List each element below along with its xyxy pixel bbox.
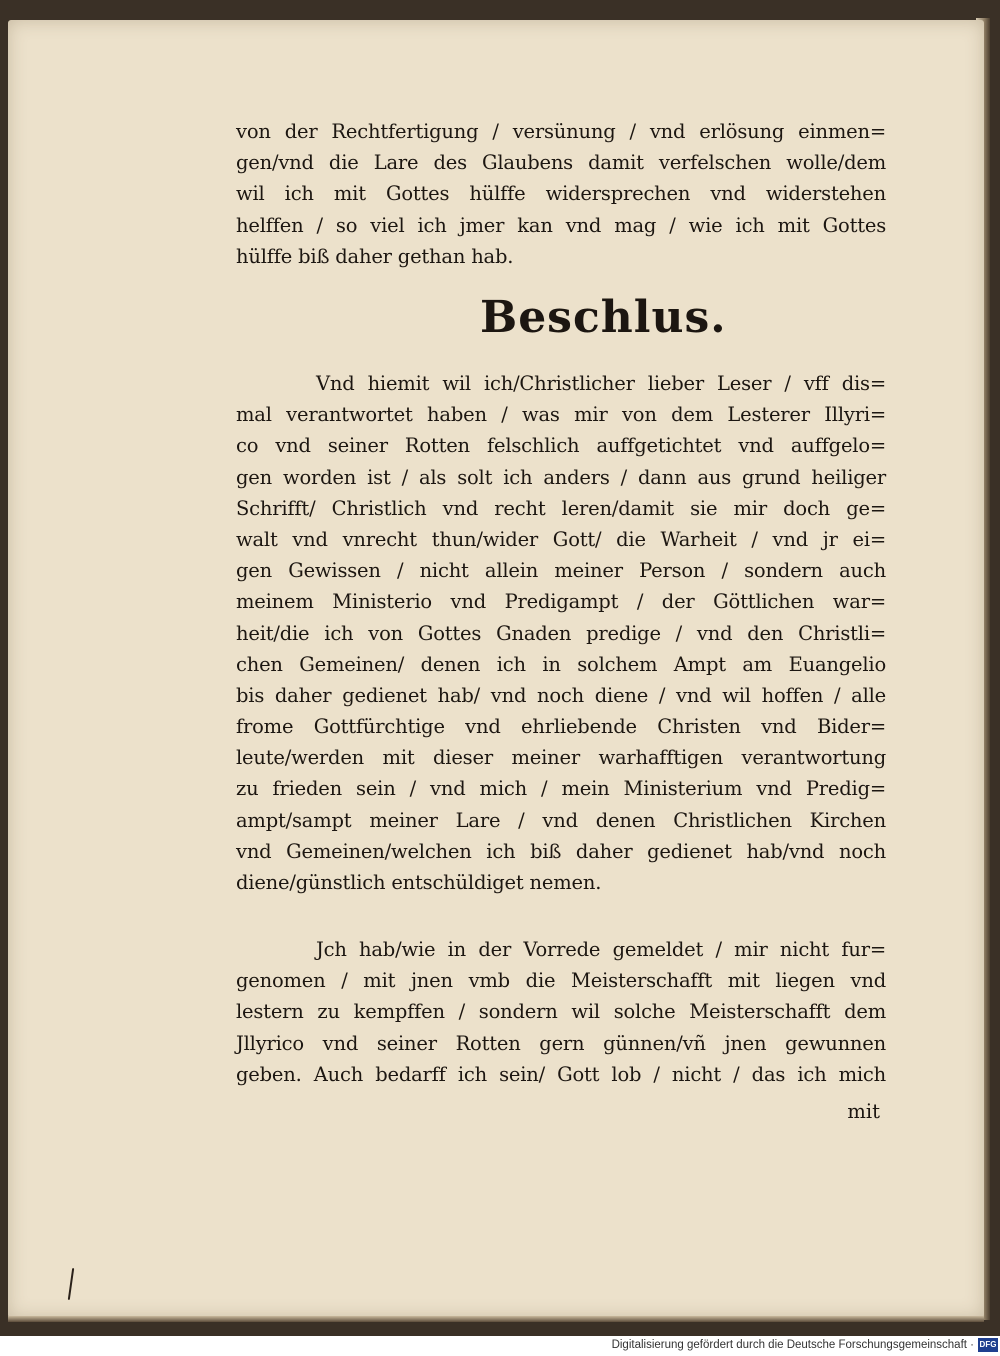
text-line: geben. Auch bedarff ich sein/ Gott lob / nicht / das ich mich [236,1062,886,1086]
text-line: meinem Ministerio vnd Predigampt / der Göttlichen war= [236,590,886,614]
text-line: lestern zu kempffen / sondern wil solche Meisterschafft dem [236,1000,886,1024]
text-line: bis daher gedienet hab/ vnd noch diene / vnd wil hoffen / alle [236,683,886,707]
text-line: mal verantwortet haben / was mir von dem Lesterer Illyri= [236,403,886,427]
text-line: diene/günstlich entschüldiget nemen. [236,871,602,894]
text-line: Vnd hiemit wil ich/Christlicher lieber Leser / vff dis= [316,372,886,395]
funding-credit: Digitalisierung gefördert durch die Deutsche Forschungsgemeinschaft · [611,1339,974,1351]
page-edge-bottom [8,1316,984,1322]
dfg-logo-icon: DFG [978,1338,998,1352]
text-line: walt vnd vnrecht thun/wider Gott/ die Warheit / vnd jr ei= [236,527,886,551]
text-line: leute/werden mit dieser meiner warhafftigen verantwortung [236,746,886,770]
text-line: von der Rechtfertigung / versünung / vnd erlösung einmen= [236,120,886,143]
text-line: Jch hab/wie in der Vorrede gemeldet / mir nicht fur= [316,938,886,961]
text-line: zu frieden sein / vnd mich / mein Ministerium vnd Predig= [236,777,886,801]
text-line: genomen / mit jnen vmb die Meisterschafft mit liegen vnd [236,969,886,993]
text-line: Schrifft/ Christlich vnd recht leren/damit sie mir doch ge= [236,496,886,520]
text-line: frome Gottfürchtige vnd ehrliebende Christen vnd Bider= [236,715,886,739]
text-line: Jllyrico vnd seiner Rotten gern günnen/vñ jnen gewunnen [236,1031,886,1055]
catchword: mit [847,1100,880,1123]
conclusion-paragraph [236,368,886,898]
text-line: gen/vnd die Lare des Glaubens damit verfelschen wolle/dem [236,151,886,175]
text-line: chen Gemeinen/ denen ich in solchem Ampt am Euangelio [236,652,886,676]
text-line: heit/die ich von Gottes Gnaden predige / vnd den Christli= [236,621,886,645]
text-line: vnd Gemeinen/welchen ich biß daher gedienet hab/vnd noch [236,839,886,863]
text-line: gen worden ist / als solt ich anders / dann aus grund heiliger [236,465,886,489]
top-paragraph [236,116,886,272]
text-line: gen Gewissen / nicht allein meiner Person / sondern auch [236,559,886,583]
section-heading: Beschlus. [480,292,727,343]
text-line: co vnd seiner Rotten felschlich auffgetichtet vnd auffgelo= [236,434,886,458]
text-line: helffen / so viel ich jmer kan vnd mag / wie ich mit Gottes [236,213,886,237]
final-paragraph [236,934,886,1090]
text-line: wil ich mit Gottes hülffe widersprechen vnd widerstehen [236,182,886,206]
text-line: ampt/sampt meiner Lare / vnd denen Christlichen Kirchen [236,808,886,832]
text-line: hülffe biß daher gethan hab. [236,244,514,268]
